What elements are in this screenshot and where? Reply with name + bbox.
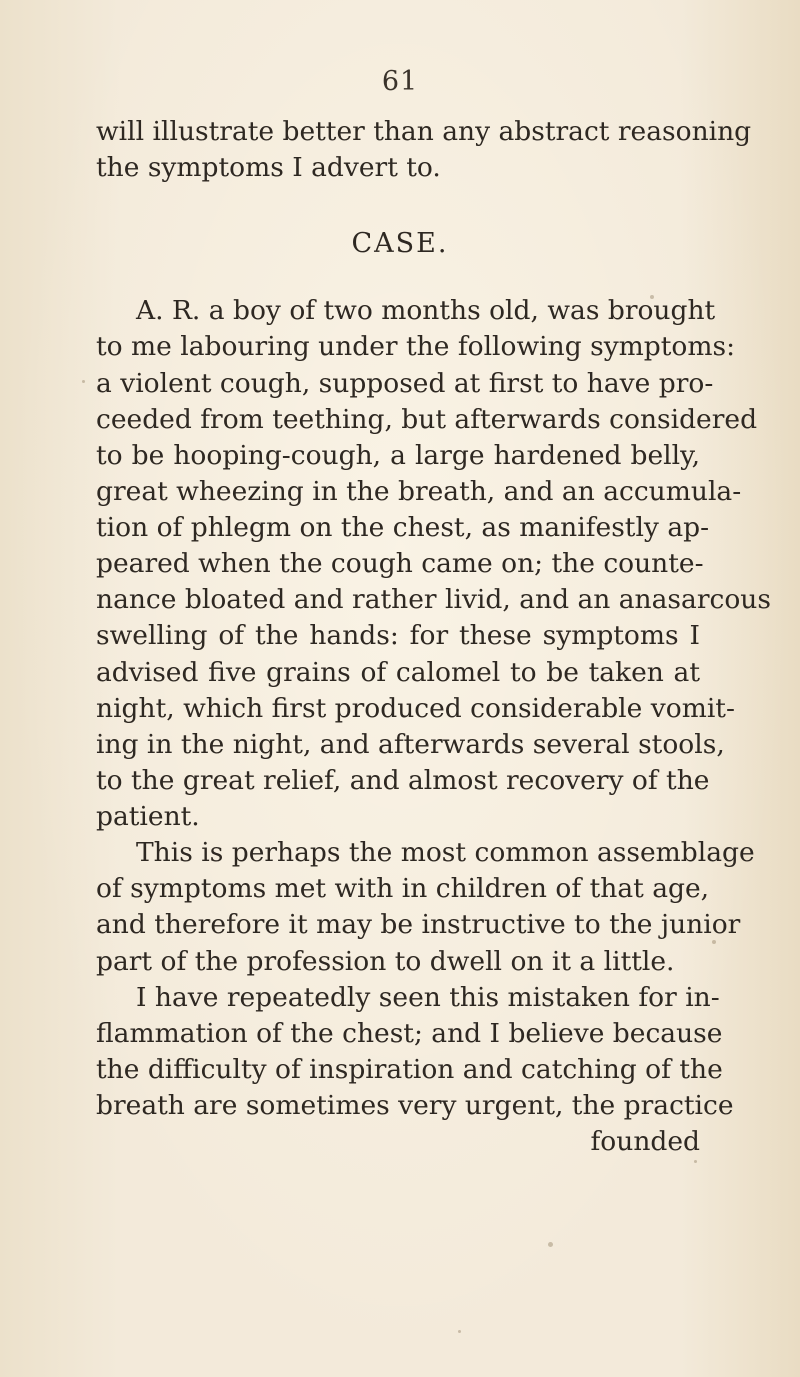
text-line: to be hooping-cough, a large hardened belly, [96, 440, 700, 471]
paper-speck [694, 1160, 697, 1163]
text-line: breath are sometimes very urgent, the practice [96, 1090, 734, 1121]
text-line: ing in the night, and afterwards several stools, [96, 729, 725, 760]
paper-speck [548, 1242, 553, 1247]
text-line: This is perhaps the most common assemblage [136, 837, 755, 868]
case-heading: CASE. [351, 228, 449, 259]
text-line: advised five grains of calomel to be taken at [96, 657, 700, 688]
text-line: flammation of the chest; and I believe because [96, 1018, 723, 1049]
text-line: ceeded from teething, but afterwards considered [96, 404, 758, 435]
text-line: I have repeatedly seen this mistaken for in- [136, 982, 720, 1013]
text-line: the symptoms I advert to. [96, 152, 441, 183]
text-line: great wheezing in the breath, and an accumula- [96, 476, 742, 507]
paper-speck [650, 295, 654, 299]
page-number: 61 [381, 66, 419, 97]
text-line: nance bloated and rather livid, and an anasarcous [96, 584, 771, 615]
catchword: founded [590, 1126, 700, 1157]
text-line: to me labouring under the following symptoms: [96, 331, 736, 362]
text-line: night, which first produced considerable vomit- [96, 693, 735, 724]
text-line: peared when the cough came on; the counte- [96, 548, 704, 579]
text-line: the difficulty of inspiration and catching of the [96, 1054, 723, 1085]
text-line: of symptoms met with in children of that age, [96, 873, 710, 904]
paper-speck [458, 1330, 461, 1333]
paper-speck [82, 380, 85, 383]
text-line: swelling of the hands: for these symptoms I [96, 620, 700, 651]
text-line: and therefore it may be instructive to the junior [96, 909, 741, 940]
text-line: patient. [96, 801, 200, 832]
text-line: A. R. a boy of two months old, was brought [136, 295, 716, 326]
paper-speck [712, 940, 716, 944]
text-line: a violent cough, supposed at first to have pro- [96, 368, 714, 399]
text-line: tion of phlegm on the chest, as manifestly ap- [96, 512, 710, 543]
text-line: will illustrate better than any abstract reasoning [96, 116, 752, 147]
text-line: to the great relief, and almost recovery of the [96, 765, 710, 796]
text-line: part of the profession to dwell on it a little. [96, 946, 675, 977]
